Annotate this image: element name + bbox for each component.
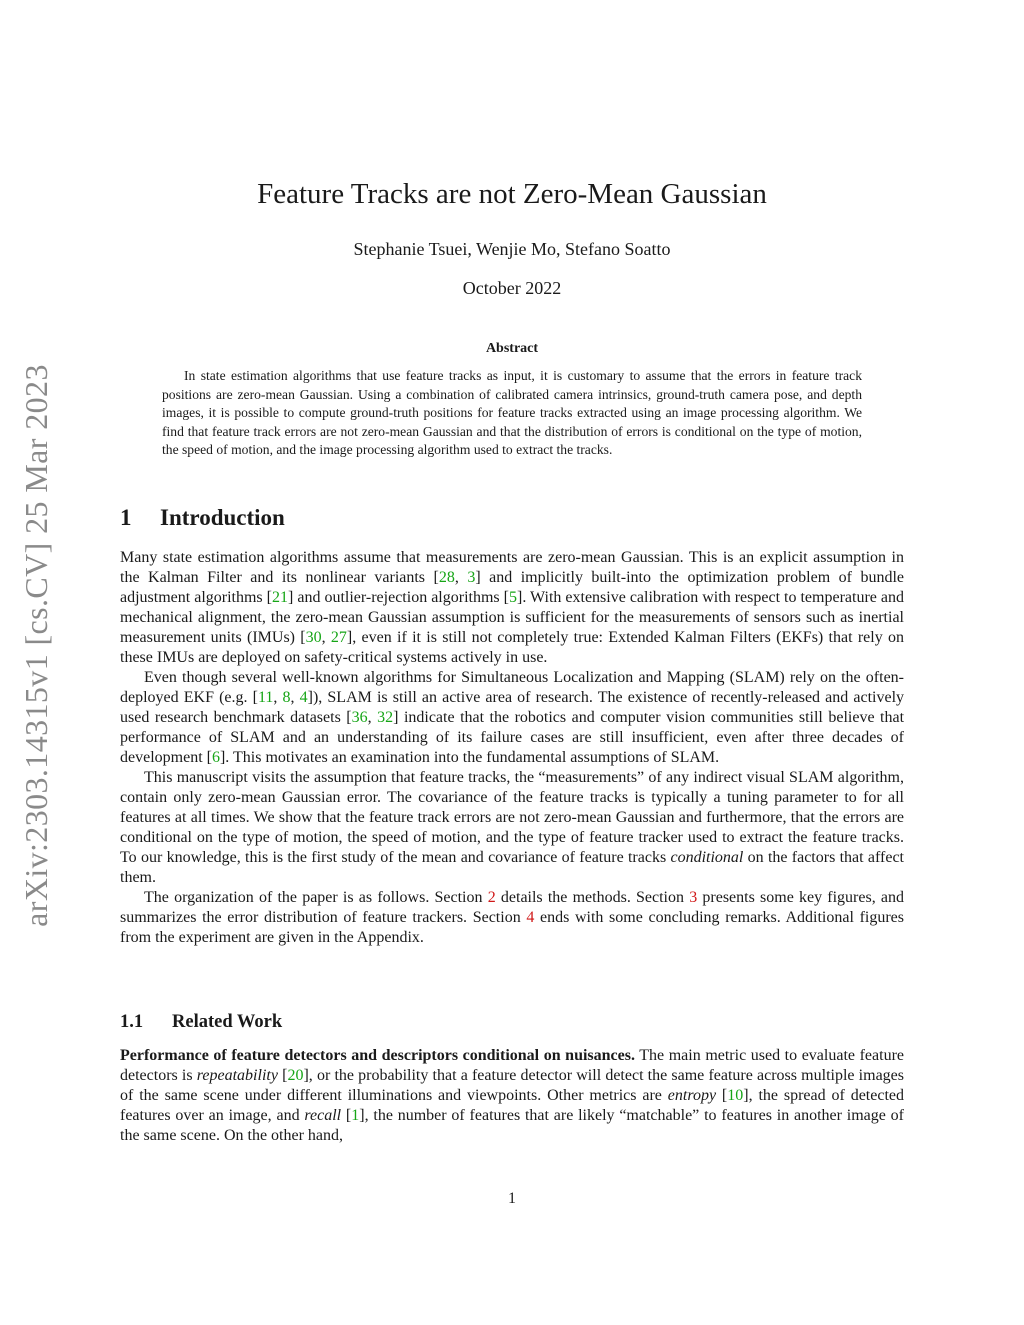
introduction-body xyxy=(120,548,904,948)
paper-title: Feature Tracks are not Zero-Mean Gaussian xyxy=(257,178,767,210)
related-paragraph-1: Performance of feature detectors and descriptors conditional on nuisances. The main metric used to evaluate feature detectors is repeatability [20], or the probability that a feature detector will detect the same feature across multiple images of the same scene under different illuminations and viewpoints. Other metrics are entropy [10], the spread of detected features over an image, and recall [1], the number of features that are likely “matchable” to features in another image of the same scene. On the other hand, xyxy=(120,1047,905,1144)
citation-link[interactable]: 10 xyxy=(727,1087,744,1104)
intro-paragraph-2: Even though several well-known algorithms for Simultaneous Localization and Mapping (SLAM) rely on the often-deployed EKF (e.g. [11, 8, 4]), SLAM is still an active area of research. The existence of recently-released and actively used research benchmark datasets [36, 32] indicate that the robotics and computer vision communities still believe that performance of SLAM and an understanding of its failure cases are still insufficient, even after three decades of development [6]. This motivates an examination into the fundamental assumptions of SLAM. xyxy=(120,669,905,766)
citation-link[interactable]: 8 xyxy=(282,689,291,706)
emphasis-text: repeatability xyxy=(196,1067,278,1084)
citation-link[interactable]: 28 xyxy=(438,569,455,586)
section-number: 1 xyxy=(120,505,132,530)
paper-date: October 2022 xyxy=(462,278,562,298)
subsection-number: 1.1 xyxy=(120,1012,144,1032)
emphasis-text: recall xyxy=(304,1107,342,1124)
citation-link[interactable]: 1 xyxy=(351,1107,360,1124)
page-number: 1 xyxy=(508,1190,516,1207)
section-title: Introduction xyxy=(160,505,285,530)
section-reference-link[interactable]: 4 xyxy=(526,909,535,926)
citation-link[interactable]: 4 xyxy=(299,689,308,706)
citation-link[interactable]: 27 xyxy=(330,629,347,646)
section-reference-link[interactable]: 2 xyxy=(487,889,496,906)
related-work-body xyxy=(120,1046,904,1146)
intro-paragraph-1: Many state estimation algorithms assume that measurements are zero-mean Gaussian. This is an explicit assumption in the Kalman Filter and its nonlinear variants [28, 3] and implicitly built-into the optimization problem of bundle adjustment algorithms [21] and outlier-rejection algorithms [5]. With extensive calibration with respect to temperature and mechanical alignment, the zero-mean Gaussian assumption is sufficient for the measurements of sensors such as inertial measurement units (IMUs) [30, 27], even if it is still not completely true: Extended Kalman Filters (EKFs) that rely on these IMUs are deployed on safety-critical systems actively in use. xyxy=(120,549,905,666)
section-heading-introduction xyxy=(120,505,285,531)
emphasis-text: conditional xyxy=(670,849,744,866)
subsection-title: Related Work xyxy=(172,1012,283,1032)
section-reference-link[interactable]: 3 xyxy=(689,889,698,906)
citation-link[interactable]: 20 xyxy=(287,1067,304,1084)
abstract-text: In state estimation algorithms that use feature tracks as input, it is customary to assume that the errors in feature track positions are zero-mean Gaussian. Using a combination of calibrated camera intrinsics, ground-truth camera pose, and depth images, it is possible to compute ground-truth positions for feature tracks extracted using an image processing algorithm. We find that feature track errors are not zero-mean Gaussian and that the distribution of errors is conditional on the type of motion, the speed of motion, and the image processing algorithm used to extract the tracks. xyxy=(162,368,862,457)
paragraph-lead: Performance of feature detectors and descriptors conditional on nuisances. xyxy=(120,1047,635,1064)
arxiv-identifier-stamp xyxy=(6,350,66,940)
citation-link[interactable]: 11 xyxy=(257,689,274,706)
citation-link[interactable]: 3 xyxy=(467,569,476,586)
paper-authors: Stephanie Tsuei, Wenjie Mo, Stefano Soatto xyxy=(353,239,671,259)
citation-link[interactable]: 30 xyxy=(305,629,322,646)
arxiv-identifier-text: arXiv:2303.14315v1 [cs.CV] 25 Mar 2023 xyxy=(17,363,54,927)
abstract-heading: Abstract xyxy=(485,341,539,356)
intro-paragraph-3: This manuscript visits the assumption that feature tracks, the “measurements” of any indirect visual SLAM algorithm, contain only zero-mean Gaussian error. The covariance of the feature tracks is typically a tuning parameter to for all features at all times. We show that the feature track errors are not zero-mean Gaussian and furthermore, that the errors are conditional on the type of motion, the speed of motion, and the type of feature tracker used to extract the feature tracks. To our knowledge, this is the first study of the mean and covariance of feature tracks conditional on the factors that affect them. xyxy=(120,769,905,886)
citation-link[interactable]: 6 xyxy=(211,749,220,766)
subsection-heading-related-work xyxy=(120,1012,282,1033)
emphasis-text: entropy xyxy=(667,1087,717,1104)
citation-link[interactable]: 21 xyxy=(272,589,288,606)
citation-link[interactable]: 5 xyxy=(508,589,517,606)
citation-link[interactable]: 36 xyxy=(351,709,368,726)
citation-link[interactable]: 32 xyxy=(377,709,394,726)
intro-paragraph-4: The organization of the paper is as follows. Section 2 details the methods. Section 3 presents some key figures, and summarizes the error distribution of feature trackers. Section 4 ends with some concluding remarks. Additional figures from the experiment are given in the Appendix. xyxy=(120,889,905,946)
